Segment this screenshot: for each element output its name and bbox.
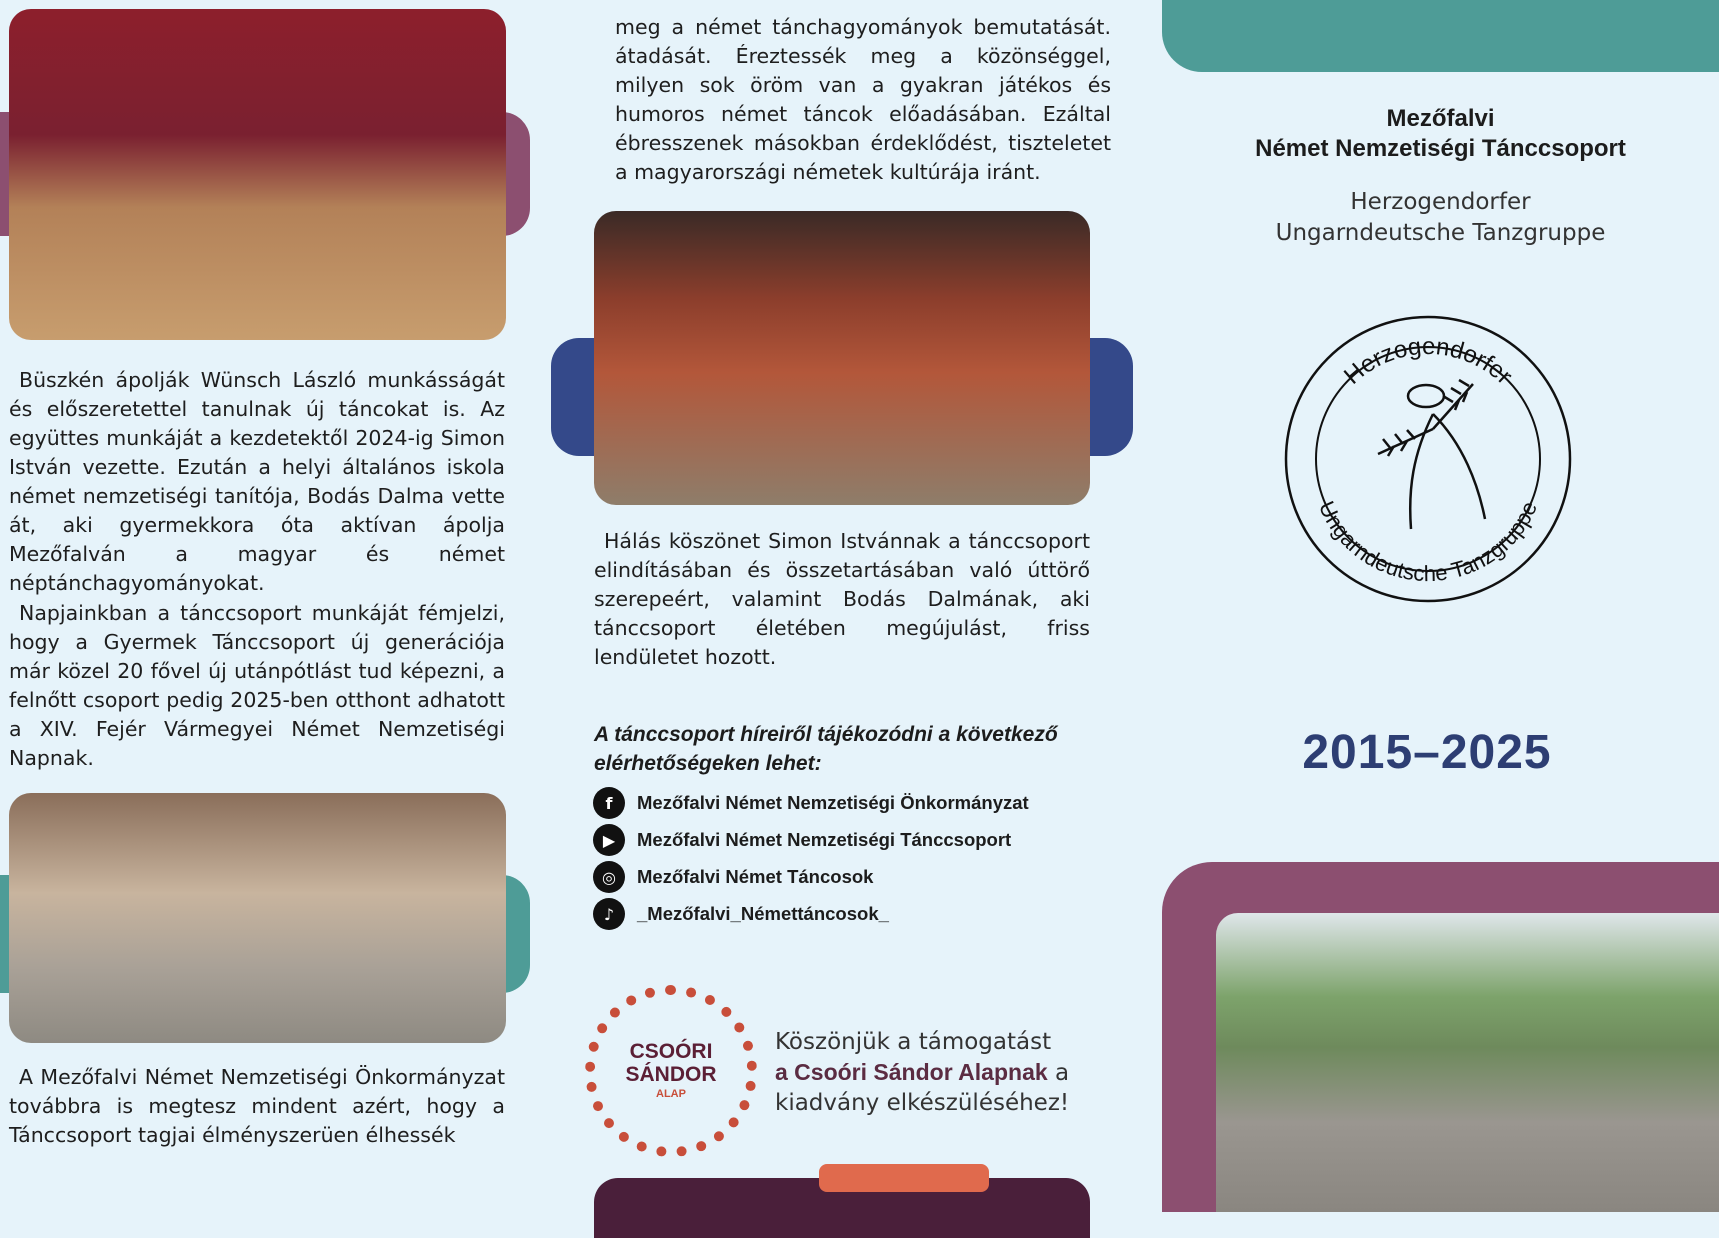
facebook-icon: f (593, 787, 625, 819)
bottom-salmon-bar (819, 1164, 989, 1192)
top-teal-band (1162, 0, 1719, 72)
logo-line-1: CSOÓRI (629, 1040, 713, 1063)
social-tiktok[interactable] (593, 898, 889, 930)
children-group-photo (9, 793, 506, 1043)
social-label-youtube: Mezőfalvi Német Nemzetiségi Tánccsoport (637, 829, 1012, 850)
emblem-top-text: Herzogendorfer (1339, 332, 1518, 390)
left-paragraph-3: A Mezőfalvi Német Nemzetiségi Önkormányzat továbbra is megtesz mindent azért, hogy a Tánccsoport tagjai élményszerüen élhessék (9, 1065, 505, 1147)
thanks-sponsor-name: a Csoóri Sándor Alapnak (775, 1059, 1048, 1085)
csoori-sandor-logo (585, 985, 757, 1157)
thanks-line-3: kiadvány elkészüléséhez! (775, 1090, 1070, 1116)
thanks-line-1: Köszönjük a támogatást (775, 1029, 1052, 1055)
middle-paragraph-top: meg a német tánchagyományok bemutatását. átadását. Éreztessék meg a közönséggel, milyen sok öröm van a gyakran játékos és humoros német táncok előadásában. Ezáltal ébresszenek másokban érdeklődést, tiszteletet a magyarországi németek kultúrája iránt. (615, 15, 1111, 184)
social-label-facebook: Mezőfalvi Német Nemzetiségi Önkormányzat (637, 792, 1029, 813)
social-label-instagram: Mezőfalvi Német Táncosok (637, 866, 874, 887)
logo-line-3: ALAP (656, 1088, 686, 1100)
social-facebook[interactable] (593, 787, 1029, 819)
years-range: 2015–2025 (1302, 726, 1552, 779)
youtube-icon: ▶ (593, 824, 625, 856)
social-instagram[interactable] (593, 861, 873, 893)
social-label-tiktok: _Mezőfalvi_Némettáncosok_ (637, 903, 889, 924)
emblem-bottom-text: Ungarndeutsche Tanzgruppe (1313, 497, 1543, 587)
herzogendorfer-emblem (1283, 314, 1573, 604)
title-line-2: Német Nemzetiségi Tánccsoport (1255, 135, 1626, 162)
contact-heading: A tánccsoport híreiről tájékozódni a következő elérhetőségeken lehet: (594, 723, 1058, 775)
left-paragraph-2: Napjainkban a tánccsoport munkáját fémjelzi, hogy a Gyermek Tánccsoport új generációja már közel 20 fővel új utánpótlást tud képezni, a felnőtt csoport pedig 2025-ben otthont adhatott a XIV. Fejér Vármegyei Német Nemzetiségi Napnak. (9, 601, 505, 770)
middle-paragraph-thanks: Hálás köszönet Simon Istvánnak a tánccsoport elindításában és összetartásában való úttörő szerepeért, valamint Bodás Dalmának, aki tánccsoport életében megújulást, friss lendületet hozott. (594, 529, 1090, 669)
subtitle-line-1: Herzogendorfer (1350, 189, 1531, 215)
thanks-tail: a (1047, 1060, 1070, 1086)
youth-group-photo (594, 211, 1090, 505)
group-photo-top-left (9, 9, 506, 340)
left-paragraph-1: Büszkén ápolják Wünsch László munkásságát és előszeretettel tanulnak új táncokat is. Az együttes munkáját a kezdetektől 2024-ig Simon István vezette. Ezután a helyi általános iskola német nemzetiségi tanítója, Bodás Dalma vette át, aki gyermekkora óta aktívan ápolja Mezőfalván a magyar és német néptánchagyományokat. (9, 368, 505, 595)
logo-line-2: SÁNDOR (625, 1063, 717, 1086)
dancer-wheat-icon (1378, 380, 1485, 529)
title-line-1: Mezőfalvi (1386, 105, 1495, 132)
tiktok-icon: ♪ (593, 898, 625, 930)
adult-dancers-photo (1216, 913, 1719, 1212)
sponsor-thanks (775, 1027, 1105, 1118)
social-youtube[interactable] (593, 824, 1011, 856)
instagram-icon: ◎ (593, 861, 625, 893)
subtitle-line-2: Ungarndeutsche Tanzgruppe (1275, 220, 1606, 246)
